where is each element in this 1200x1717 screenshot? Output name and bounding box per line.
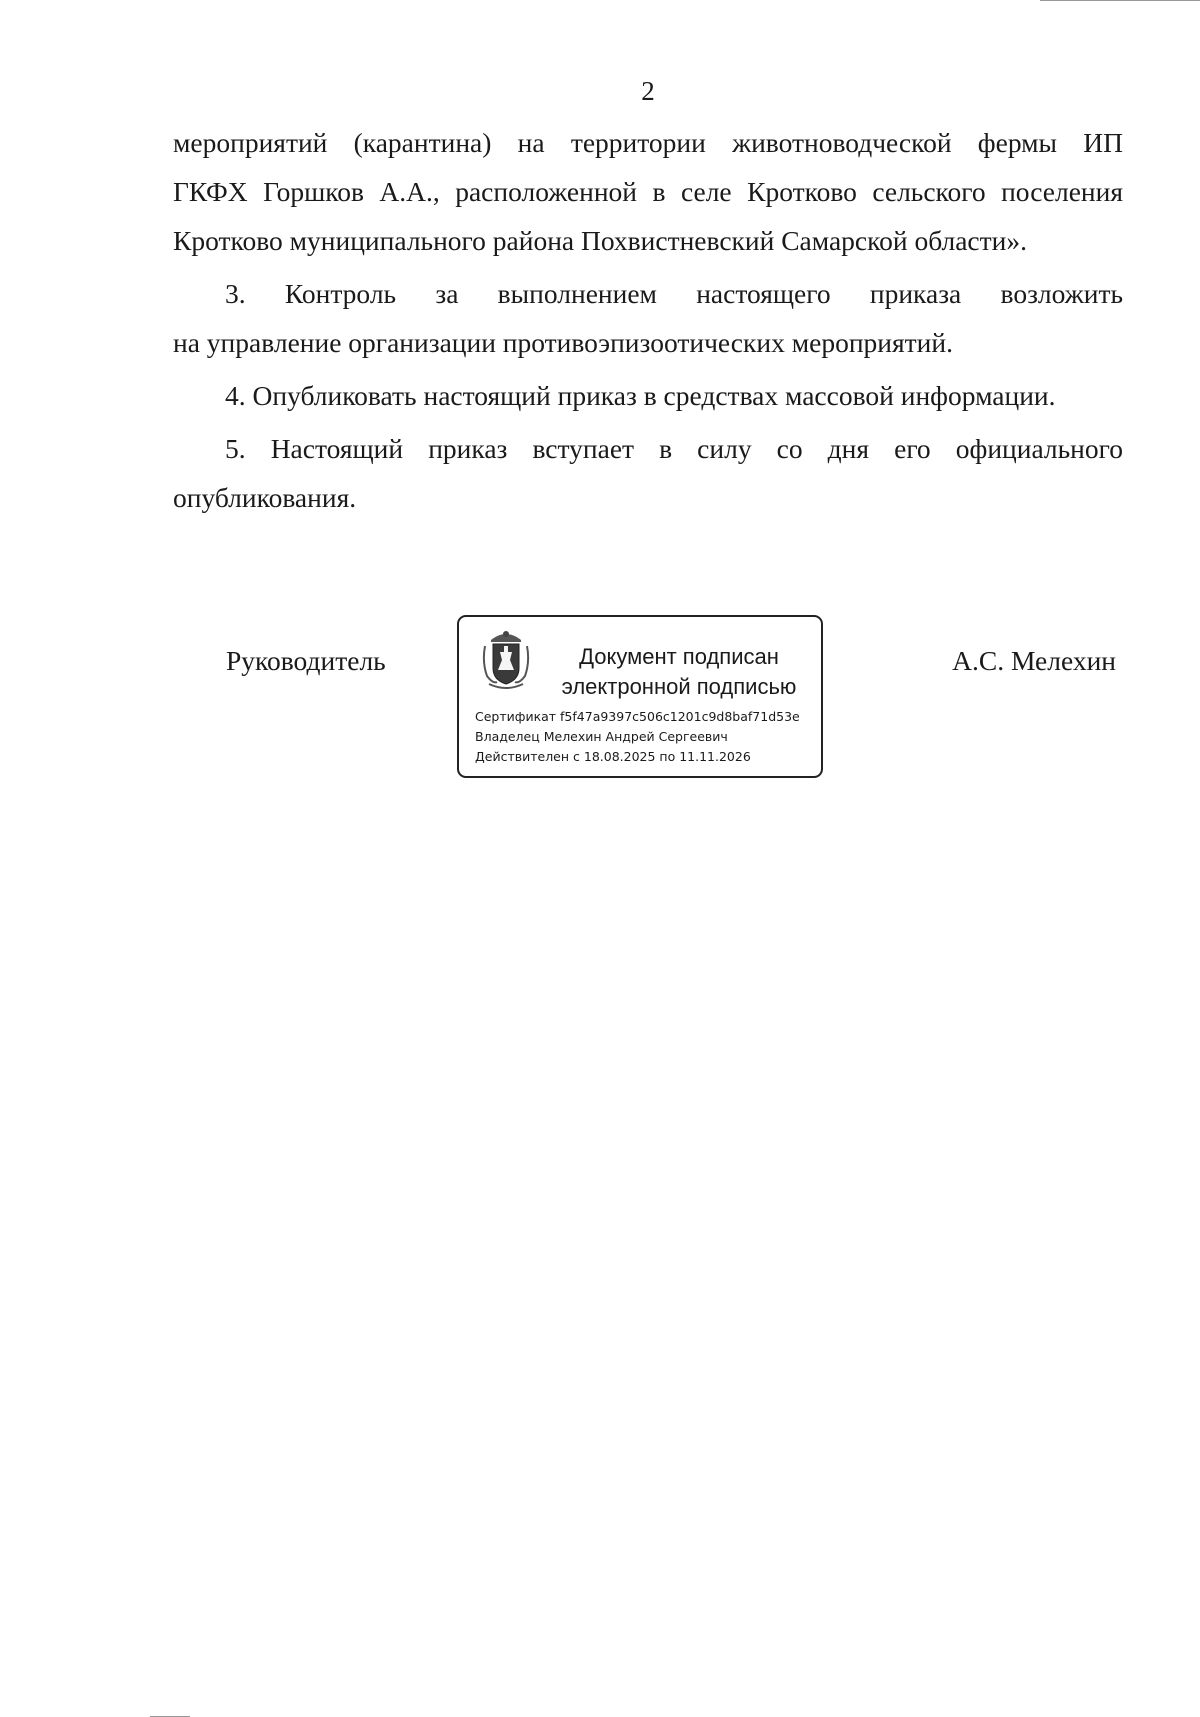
signer-name: А.С. Мелехин xyxy=(952,645,1116,676)
stamp-details xyxy=(475,707,800,767)
stamp-owner: Владелец Мелехин Андрей Сергеевич xyxy=(475,729,728,744)
page-number: 2 xyxy=(641,76,655,106)
electronic-signature-stamp xyxy=(457,615,823,778)
paragraph-line: опубликования. xyxy=(173,482,357,513)
coat-of-arms-icon xyxy=(481,626,531,690)
stamp-validity: Действителен с 18.08.2025 по 11.11.2026 xyxy=(475,749,751,764)
paragraph-item-3: 3. Контроль за выполнением настоящего приказа возложить xyxy=(225,278,1123,309)
paragraph-line: на управление организации противоэпизоотических мероприятий. xyxy=(173,327,953,358)
paragraph-line: ГКФХ Горшков А.А., расположенной в селе Кротково сельского поселения xyxy=(173,176,1123,207)
stamp-title-line: Документ подписан xyxy=(579,644,779,669)
stamp-title-line: электронной подписью xyxy=(561,674,797,699)
paragraph-item-5: 5. Настоящий приказ вступает в силу со дня его официального xyxy=(225,433,1123,464)
stamp-certificate: Сертификат f5f47a9397c506c1201c9d8baf71d53e xyxy=(475,709,800,724)
signer-position: Руководитель xyxy=(226,645,386,676)
stamp-title xyxy=(539,642,819,702)
paragraph-line: Кротково муниципального района Похвистневский Самарской области». xyxy=(173,225,1027,256)
document-body xyxy=(173,118,1123,522)
paragraph-line: мероприятий (карантина) на территории животноводческой фермы ИП xyxy=(173,127,1123,158)
top-edge-rule xyxy=(1040,0,1200,1)
paragraph-item-4: 4. Опубликовать настоящий приказ в средствах массовой информации. xyxy=(225,380,1056,411)
